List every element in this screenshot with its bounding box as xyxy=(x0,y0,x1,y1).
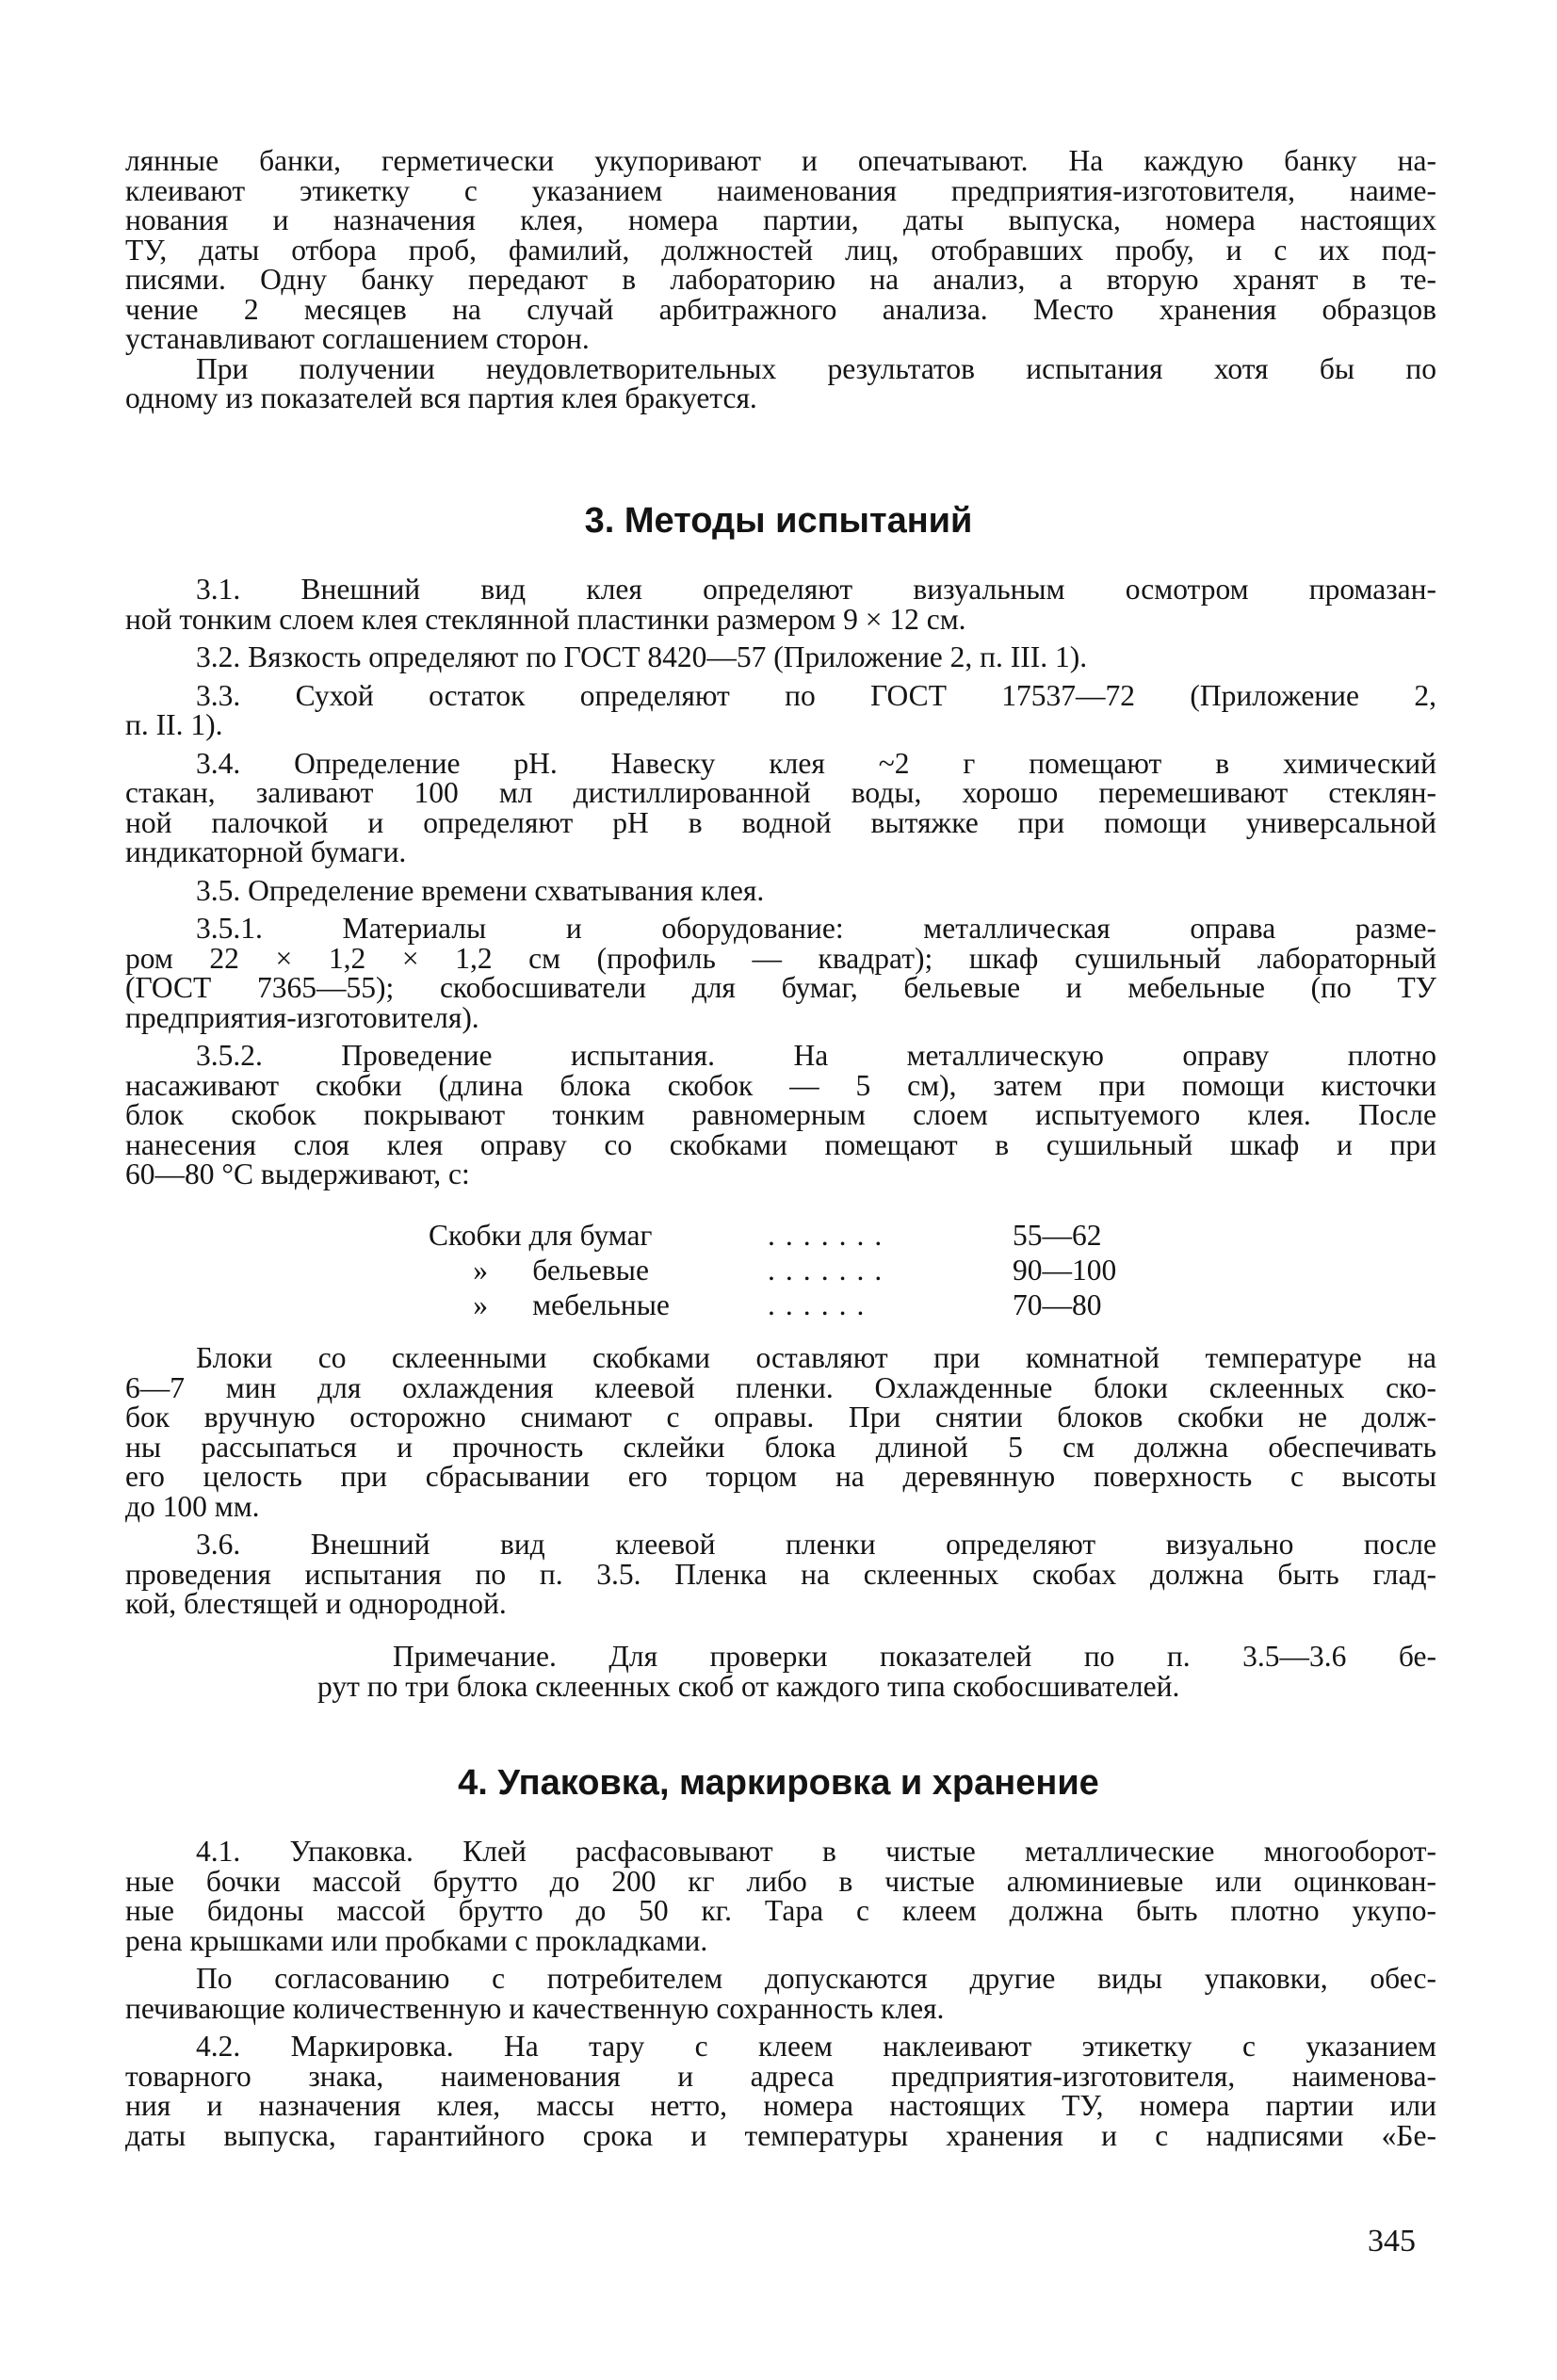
text-line: одному из показателей вся партия клея бракуется. xyxy=(125,381,757,414)
text-line: При получении неудовлетворительных результатов испытания хотя бы по xyxy=(196,351,1436,385)
text-line: Блоки со склеенными скобками оставляют при комнатной температуре на xyxy=(196,1341,1436,1374)
table-cell-item: » бельевые xyxy=(429,1254,649,1287)
table-cell-item: Скобки для бумаг xyxy=(429,1219,653,1252)
text-line: 3.3. Сухой остаток определяют по ГОСТ 17537—72 (Приложение 2, xyxy=(196,678,1436,712)
text-line: ные бидоны массой брутто до 50 кг. Тара с клеем должна быть плотно укупо- xyxy=(125,1894,1436,1927)
text-line: предприятия-изготовителя). xyxy=(125,1000,479,1034)
section-4-heading: 4. Упаковка, маркировка и хранение xyxy=(458,1763,1099,1803)
text-line: 3.2. Вязкость определяют по ГОСТ 8420—57 (Приложение 2, п. III. 1). xyxy=(196,640,1088,673)
text-line: стакан, заливают 100 мл дистиллированной воды, хорошо перемешивают стеклян- xyxy=(125,776,1436,809)
note-line: Примечание. Для проверки показателей по п. 3.5—3.6 бе- xyxy=(393,1640,1436,1673)
text-line: писями. Одну банку передают в лабораторию на анализ, а вторую хранят в те- xyxy=(125,263,1436,296)
text-line: его целость при сбрасывании его торцом на деревянную поверхность с высоты xyxy=(125,1460,1436,1493)
note-block xyxy=(317,1642,1436,1701)
table-cell-value: 90—100 xyxy=(1013,1254,1117,1287)
text-line: проведения испытания по п. 3.5. Пленка на склеенных скобах должна быть глад- xyxy=(125,1557,1436,1591)
table-cell-value: 55—62 xyxy=(1013,1219,1102,1252)
note-line: рут по три блока склеенных скоб от каждого типа скобосшивателей. xyxy=(317,1669,1180,1703)
text-line: лянные банки, герметически укупоривают и опечатывают. На каждую банку на- xyxy=(125,144,1436,177)
text-line: 4.2. Маркировка. На тару с клеем наклеивают этикетку с указанием xyxy=(196,2030,1436,2063)
text-line: 3.5.1. Материалы и оборудование: металлическая оправа разме- xyxy=(196,912,1436,945)
text-line: 3.5.2. Проведение испытания. На металлическую оправу плотно xyxy=(196,1039,1436,1072)
text-line: п. II. 1). xyxy=(125,708,223,741)
text-line: ной палочкой и определяют pH в водной вытяжке при помощи универсальной xyxy=(125,805,1436,839)
text-line: 60—80 °C выдерживают, с: xyxy=(125,1158,470,1190)
table-cell-leader: ....... xyxy=(768,1254,893,1287)
text-line: По согласованию с потребителем допускаются другие виды упаковки, обес- xyxy=(196,1962,1436,1995)
text-line: нования и назначения клея, номера партии, даты выпуска, номера настоящих xyxy=(125,203,1436,236)
text-line: 3.6. Внешний вид клеевой пленки определяют визуально после xyxy=(196,1528,1436,1561)
text-line: клеивают этикетку с указанием наименования предприятия-изготовителя, наиме- xyxy=(125,173,1436,207)
table-cell-item: » мебельные xyxy=(429,1288,670,1321)
table-cell-leader: ...... xyxy=(768,1288,875,1321)
text-line: бок вручную осторожно снимают с оправы. При снятии блоков скобки не долж- xyxy=(125,1400,1436,1433)
text-line: 3.5. Определение времени схватывания клея. xyxy=(196,873,765,907)
text-line: ния и назначения клея, массы нетто, номера настоящих ТУ, номера партии или xyxy=(125,2089,1436,2122)
text-line: 4.1. Упаковка. Клей расфасовывают в чистые металлические многооборот- xyxy=(196,1835,1436,1868)
page-number: 345 xyxy=(1368,2224,1416,2259)
text-line: чение 2 месяцев на случай арбитражного анализа. Место хранения образцов xyxy=(125,292,1436,326)
text-line: индикаторной бумаги. xyxy=(125,835,407,868)
text-line: печивающие количественную и качественную сохранность клея. xyxy=(125,1991,945,2025)
text-line: ны рассыпаться и прочность склейки блока длиной 5 см должна обеспечивать xyxy=(125,1430,1436,1464)
text-line: насаживают скобки (длина блока скобок — 5 см), затем при помощи кисточки xyxy=(125,1068,1436,1102)
text-line: ные бочки массой брутто до 200 кг либо в чистые алюминиевые или оцинкован- xyxy=(125,1864,1436,1898)
section-3-body xyxy=(125,575,1436,1190)
text-line: 3.1. Внешний вид клея определяют визуальным осмотром промазан- xyxy=(196,573,1436,606)
text-line: ТУ, даты отбора проб, фамилий, должностей лиц, отобравших пробу, и с их под- xyxy=(125,233,1436,267)
intro-paragraph xyxy=(125,146,1436,413)
text-line: даты выпуска, гарантийного срока и температуры хранения и с надписями «Бе- xyxy=(125,2118,1436,2152)
text-line: (ГОСТ 7365—55); скобосшиватели для бумаг, бельевые и мебельные (по ТУ xyxy=(125,971,1436,1004)
text-line: ром 22 × 1,2 × 1,2 см (профиль — квадрат); шкаф сушильный лабораторный xyxy=(125,941,1436,975)
section-4-body xyxy=(125,1837,1436,2150)
text-line: устанавливают соглашением сторон. xyxy=(125,322,590,355)
section-3-body-continued xyxy=(125,1343,1436,1619)
text-line: блок скобок покрывают тонким равномерным слоем испытуемого клея. После xyxy=(125,1098,1436,1131)
text-line: кой, блестящей и однородной. xyxy=(125,1587,507,1620)
text-line: 6—7 мин для охлаждения клеевой пленки. Охлажденные блоки склеенных ско- xyxy=(125,1370,1436,1404)
table-cell-leader: ....... xyxy=(768,1219,893,1252)
text-line: товарного знака, наименования и адреса предприятия-изготовителя, наименова- xyxy=(125,2059,1436,2093)
text-line: ной тонким слоем клея стеклянной пластинки размером 9 × 12 см. xyxy=(125,602,966,636)
table-cell-value: 70—80 xyxy=(1013,1288,1102,1321)
text-line: рена крышками или пробками с прокладками. xyxy=(125,1923,708,1957)
text-line: нанесения слоя клея оправу со скобками помещают в сушильный шкаф и при xyxy=(125,1127,1436,1161)
text-line: 3.4. Определение pH. Навеску клея ~2 г помещают в химический xyxy=(196,746,1436,780)
text-line: до 100 мм. xyxy=(125,1489,260,1523)
section-3-heading: 3. Методы испытаний xyxy=(584,501,973,541)
